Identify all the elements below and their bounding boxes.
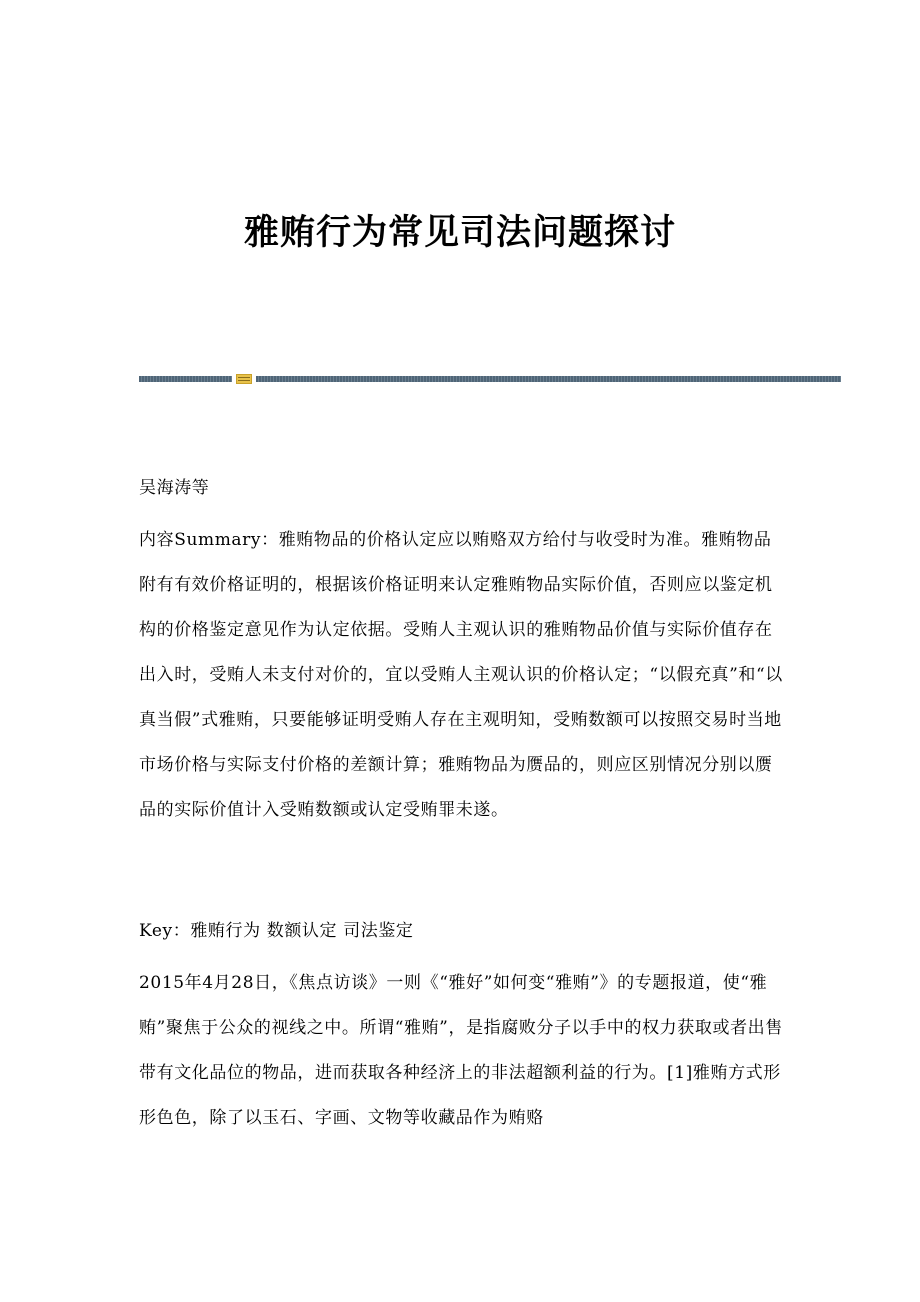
title-divider — [139, 374, 841, 384]
abstract-text: 雅贿物品的价格认定应以贿赂双方给付与收受时为准。雅贿物品附有有效价格证明的，根据该价格证明来认定雅贿物品实际价值，否则应以鉴定机构的价格鉴定意见作为认定依据。受贿人主观认识的雅贿物品价值与实际价值存在出入时，受贿人未支付对价的，宜以受贿人主观认识的价格认定；“以假充真”和“以真当假”式雅贿，只要能够证明受贿人存在主观明知，受贿数额可以按照交易时当地市场价格与实际支付价格的差额计算；雅贿物品为赝品的，则应区别情况分别以赝品的实际价值计入受贿数额或认定受贿罪未遂。 — [139, 530, 783, 820]
author-line: 吴海涛等 — [139, 478, 210, 498]
abstract-paragraph — [139, 518, 784, 833]
keywords-label: Key： — [139, 921, 191, 941]
divider-bar-right — [256, 376, 841, 382]
divider-ornament-icon — [236, 374, 252, 384]
keywords-line — [139, 909, 784, 954]
body-paragraph: 2015年4月28日，《焦点访谈》一则《“雅好”如何变“雅贿”》的专题报道，使“雅贿”聚焦于公众的视线之中。所谓“雅贿”，是指腐败分子以手中的权力获取或者出售带有文化品位的物品，进而获取各种经济上的非法超额利益的行为。[1]雅贿方式形形色色，除了以玉石、字画、文物等收藏品作为贿赂 — [139, 973, 783, 1128]
divider-bar-left — [139, 376, 232, 382]
keywords-text: 雅贿行为 数额认定 司法鉴定 — [190, 921, 414, 941]
abstract-label: 内容Summary： — [139, 530, 279, 550]
document-title: 雅贿行为常见司法问题探讨 — [243, 212, 676, 253]
